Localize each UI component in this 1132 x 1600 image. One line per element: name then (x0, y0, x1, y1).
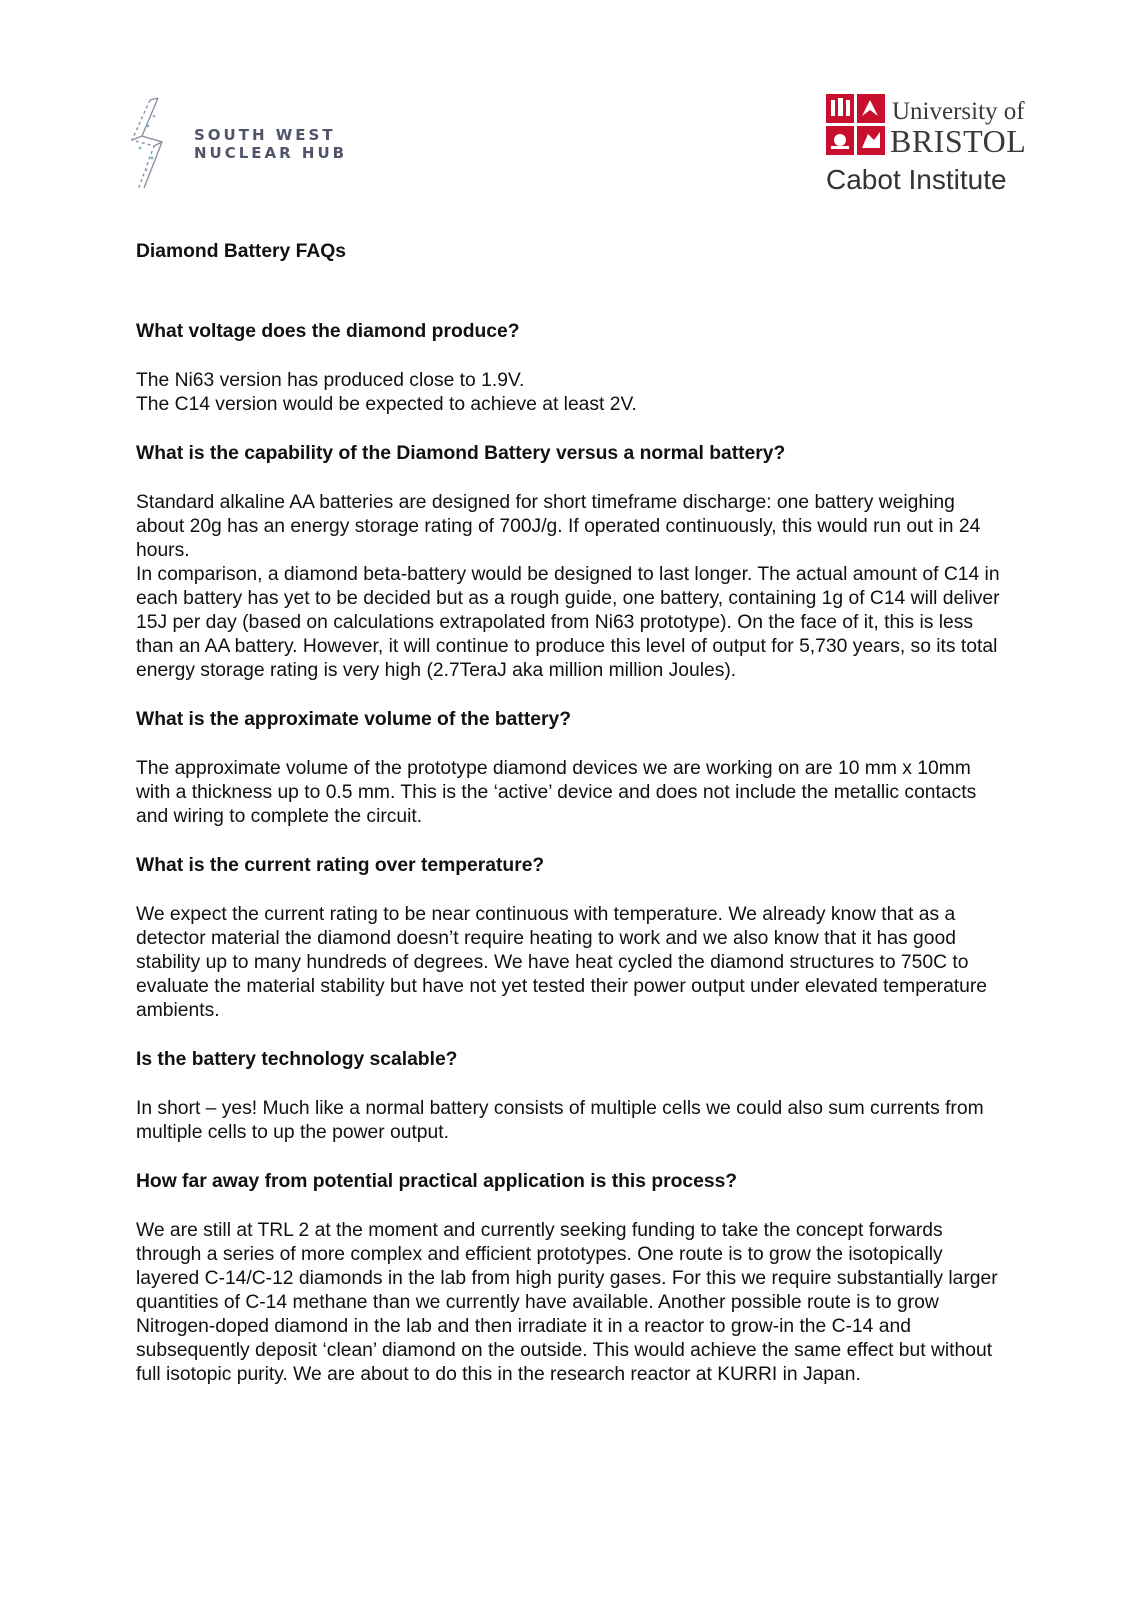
faq-question: What voltage does the diamond produce? (136, 321, 520, 342)
cabot-institute-text: Cabot Institute (826, 164, 1007, 195)
bristol-crest-icon (826, 94, 886, 156)
faq-question: What is the approximate volume of the battery? (136, 709, 571, 730)
logo-text-line2: NUCLEAR HUB (194, 144, 348, 162)
logo-text (194, 126, 347, 162)
faq-voltage (136, 320, 1006, 417)
faq-question: What is the current rating over temperature? (136, 855, 545, 876)
university-of-bristol-cabot-institute-logo (826, 94, 1036, 198)
faq-current-rating (136, 854, 1006, 1023)
faq-answer-paragraph: The Ni63 version has produced close to 1.9V. (136, 370, 525, 391)
university-of-text: University of (892, 98, 1025, 125)
faq-scalable (136, 1048, 1006, 1145)
document-title: Diamond Battery FAQs (136, 241, 346, 262)
faq-answer-paragraph: The C14 version would be expected to achieve at least 2V. (136, 394, 637, 415)
faq-practical-application (136, 1170, 1006, 1387)
faq-answer-paragraph: The approximate volume of the prototype diamond devices we are working on are 10 mm x 10mm with a thickness up to 0.5 mm. This is the ‘active’ device and does not include the metallic contacts and wiring to complete the circuit. (136, 758, 977, 827)
faq-question: Is the battery technology scalable? (136, 1049, 458, 1070)
faq-answer-paragraph: We expect the current rating to be near continuous with temperature. We already know that as a detector material the diamond doesn’t require heating to work and we also know that it has good stability up to many hundreds of degrees. We have heat cycled the diamond structures to 750C to evaluate the material stability but have not yet tested their power output under elevated temperature ambients. (136, 904, 988, 1021)
logo-text-line1: SOUTH WEST (194, 126, 336, 144)
faq-answer-paragraph: Standard alkaline AA batteries are designed for short timeframe discharge: one battery weighing about 20g has an energy storage rating of 700J/g. If operated continuously, this would run out in 24 hours. (136, 492, 981, 561)
faq-answer-paragraph: In comparison, a diamond beta-battery would be designed to last longer. The actual amount of C14 in each battery has yet to be decided but as a rough guide, one battery, containing 1g of C14 will deliver 15J per day (based on calculations extrapolated from Ni63 prototype). On the face of it, this is less than an AA battery. However, it will continue to produce this level of output for 5,730 years, so its total energy storage rating is very high (2.7TeraJ aka million million Joules). (136, 564, 1000, 681)
bristol-text: BRISTOL (890, 123, 1027, 159)
lightning-bolt-icon (128, 96, 184, 192)
faq-question: What is the capability of the Diamond Battery versus a normal battery? (136, 443, 786, 464)
faq-answer-paragraph: We are still at TRL 2 at the moment and currently seeking funding to take the concept forwards through a series of more complex and efficient prototypes. One route is to grow the isotopically layered C-14/C-12 diamonds in the lab from high purity gases. For this we require substantially larger quantities of C-14 methane than we currently have available. Another possible route is to grow Nitrogen-doped diamond in the lab and then irradiate it in a reactor to grow-in the C-14 and subsequently deposit ‘clean’ diamond on the outside. This would achieve the same effect but without full isotopic purity. We are about to do this in the research reactor at KURRI in Japan. (136, 1220, 998, 1385)
faq-capability (136, 442, 1006, 683)
faq-question: How far away from potential practical application is this process? (136, 1171, 738, 1192)
document-body (136, 240, 1006, 1412)
faq-volume (136, 708, 1006, 829)
south-west-nuclear-hub-logo (128, 96, 348, 192)
faq-answer-paragraph: In short – yes! Much like a normal battery consists of multiple cells we could also sum currents from multiple cells to up the power output. (136, 1098, 984, 1143)
